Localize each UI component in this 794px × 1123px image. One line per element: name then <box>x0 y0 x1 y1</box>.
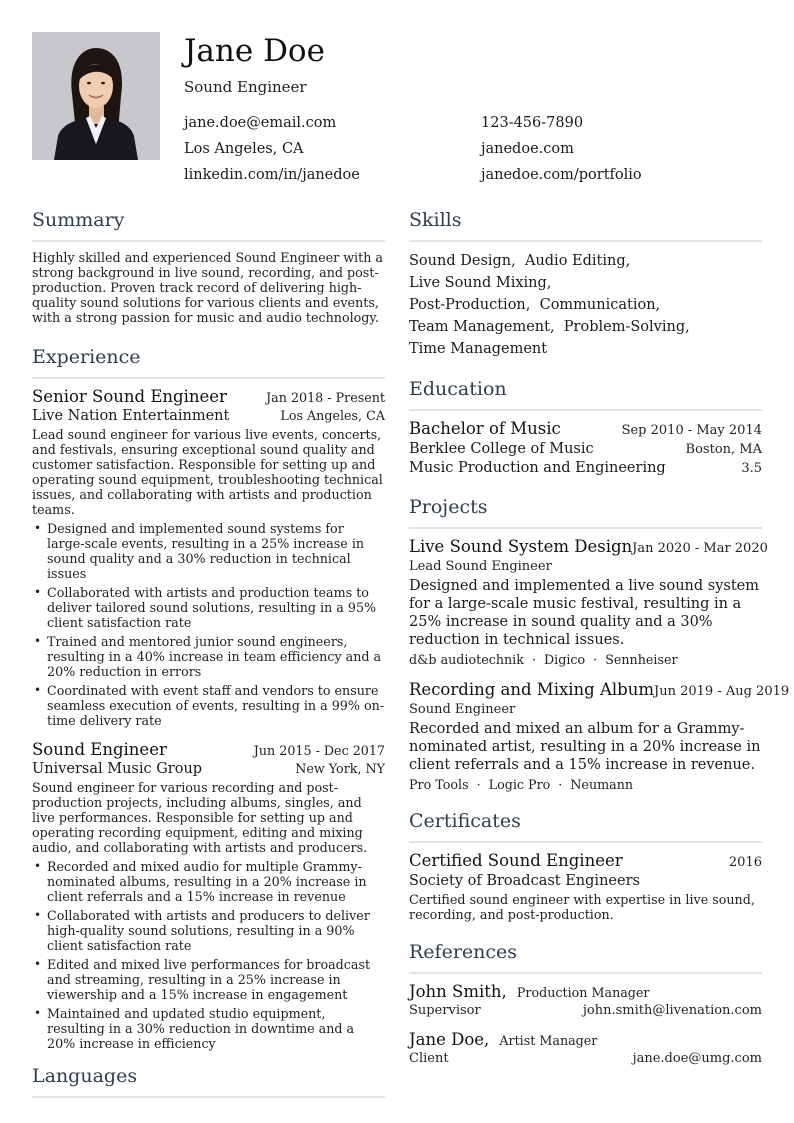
section-divider <box>409 972 762 974</box>
education-section <box>409 376 762 476</box>
reference-email[interactable]: john.smith@livenation.com <box>582 1003 762 1018</box>
job-entry <box>32 740 385 1051</box>
reference-relation: Supervisor <box>409 1003 481 1018</box>
project-description: Recorded and mixed an album for a Grammy-nominated artist, resulting in a 20% increase in client referrals and a 15% increase in revenue. <box>409 721 761 773</box>
reference-name: Jane Doe, <box>409 1030 490 1049</box>
projects-heading: Projects <box>409 496 488 518</box>
project-entry <box>409 537 768 667</box>
job-title: Senior Sound Engineer <box>32 387 227 406</box>
project-name: Live Sound System Design <box>409 537 633 556</box>
reference-position: Production Manager <box>516 985 650 1000</box>
certificate-year: 2016 <box>728 855 762 870</box>
job-dates: Jun 2015 - Dec 2017 <box>253 743 385 758</box>
certificates-heading: Certificates <box>409 810 521 832</box>
tool-tag: Neumann <box>570 777 634 792</box>
separator-dot: · <box>531 652 536 667</box>
achievement-item: • Designed and implemented sound systems for large-scale events, resulting in a 25% increase in sound quality and a 30% reduction in technical issues <box>32 521 385 581</box>
job-entry <box>32 387 385 728</box>
section-divider <box>32 377 385 379</box>
project-tools <box>409 652 762 667</box>
languages-heading: Languages <box>32 1065 138 1087</box>
contact-portfolio[interactable]: janedoe.com/portfolio <box>481 167 642 183</box>
tool-tag: Logic Pro <box>488 777 551 792</box>
achievement-item: • Edited and mixed live performances for broadcast and streaming, resulting in a 25% increase in viewership and a 15% increase in engagement <box>32 957 385 1002</box>
section-divider <box>409 527 762 529</box>
tool-tag: Pro Tools <box>409 777 469 792</box>
reference-name: John Smith, <box>409 982 507 1001</box>
degree-name: Bachelor of Music <box>409 419 561 438</box>
achievement-item: • Collaborated with artists and production teams to deliver tailored sound solutions, resulting in a 95% client satisfaction rate <box>32 585 385 630</box>
achievement-item: • Collaborated with artists and producers to deliver high-quality sound solutions, resulting in a 90% client satisfaction rate <box>32 908 385 953</box>
profile-photo-image <box>32 32 160 160</box>
section-divider <box>409 240 762 242</box>
job-company: Live Nation Entertainment <box>32 408 230 424</box>
section-divider <box>409 409 762 411</box>
skill-item: Communication, <box>539 297 661 313</box>
project-dates: Jan 2020 - Mar 2020 <box>632 541 768 556</box>
skills-section <box>409 207 762 360</box>
section-divider <box>32 240 385 242</box>
skills-list <box>409 250 762 360</box>
project-entry <box>409 680 790 792</box>
candidate-title: Sound Engineer <box>184 78 307 96</box>
job-location: Los Angeles, CA <box>280 408 385 423</box>
achievement-item: • Recorded and mixed audio for multiple Grammy-nominated albums, resulting in a 20% increase in client referrals and a 15% increase in revenue <box>32 859 385 904</box>
project-dates: Jun 2019 - Aug 2019 <box>654 684 790 699</box>
languages-section <box>32 1063 385 1098</box>
separator-dot: · <box>558 777 563 792</box>
contact-linkedin[interactable]: linkedin.com/in/janedoe <box>184 167 360 183</box>
skill-item: Live Sound Mixing, <box>409 275 552 291</box>
reference-email[interactable]: jane.doe@umg.com <box>632 1051 762 1066</box>
achievement-item: • Coordinated with event staff and vendors to ensure seamless execution of events, resulting in a 99% on-time delivery rate <box>32 683 385 728</box>
tool-tag: Sennheiser <box>605 652 678 667</box>
reference-position: Artist Manager <box>499 1033 598 1048</box>
contact-website[interactable]: janedoe.com <box>481 141 574 157</box>
references-heading: References <box>409 941 518 963</box>
references-section <box>409 939 762 1066</box>
skills-heading: Skills <box>409 209 462 231</box>
separator-dot: · <box>593 652 598 667</box>
job-title: Sound Engineer <box>32 740 167 759</box>
achievement-item: • Maintained and updated studio equipment, resulting in a 30% reduction in downtime and a 20% increase in efficiency <box>32 1006 385 1051</box>
job-location: New York, NY <box>295 761 385 776</box>
summary-heading: Summary <box>32 209 125 231</box>
separator-dot: · <box>476 777 481 792</box>
project-description: Designed and implemented a live sound system for a large-scale music festival, resulting in a 25% increase in sound quality and a 30% reduction in technical issues. <box>409 578 759 648</box>
project-name: Recording and Mixing Album <box>409 680 655 699</box>
education-dates: Sep 2010 - May 2014 <box>621 423 762 438</box>
left-column <box>32 207 385 1106</box>
contact-location: Los Angeles, CA <box>184 141 304 157</box>
gpa-value: 3.5 <box>741 461 762 476</box>
skill-item: Problem-Solving, <box>563 319 690 335</box>
school-location: Boston, MA <box>685 442 762 457</box>
skill-item: Sound Design, <box>409 253 516 269</box>
summary-text: Highly skilled and experienced Sound Engineer with a strong background in live sound, recording, and post-production. Proven track record of delivering high-quality sound solutions for various clients and events, with a strong passion for music and audio technology. <box>32 250 383 325</box>
certificate-name: Certified Sound Engineer <box>409 851 623 870</box>
section-divider <box>32 1096 385 1098</box>
projects-section <box>409 494 790 792</box>
experience-heading: Experience <box>32 346 141 368</box>
skill-item: Time Management <box>409 341 548 357</box>
skill-item: Post-Production, <box>409 297 531 313</box>
project-tools <box>409 777 762 792</box>
profile-photo <box>32 32 160 160</box>
certificate-issuer: Society of Broadcast Engineers <box>409 873 640 889</box>
project-role: Sound Engineer <box>409 702 516 717</box>
experience-section <box>32 344 385 1051</box>
candidate-name: Jane Doe <box>184 33 325 69</box>
job-dates: Jan 2018 - Present <box>266 390 385 405</box>
contact-email[interactable]: jane.doe@email.com <box>184 115 337 131</box>
skill-item: Team Management, <box>409 319 555 335</box>
job-description: Sound engineer for various recording and post-production projects, including albums, singles, and live performances. Responsible for setting up and operating recording equipment, editing and mixing audio, and collaborating with artists and producers. <box>32 780 368 855</box>
summary-section <box>32 207 385 325</box>
education-heading: Education <box>409 378 507 400</box>
job-company: Universal Music Group <box>32 761 203 777</box>
project-role: Lead Sound Engineer <box>409 559 552 574</box>
section-divider <box>409 841 762 843</box>
tool-tag: Digico <box>543 652 586 667</box>
certificate-description: Certified sound engineer with expertise in live sound, recording, and post-production. <box>409 892 755 922</box>
certificates-section <box>409 808 762 922</box>
field-of-study: Music Production and Engineering <box>409 460 666 476</box>
skill-item: Audio Editing, <box>524 253 631 269</box>
tool-tag: d&b audiotechnik <box>409 652 524 667</box>
school-name: Berklee College of Music <box>409 441 594 457</box>
contact-phone[interactable]: 123-456-7890 <box>481 115 584 131</box>
job-achievements <box>32 521 385 728</box>
reference-relation: Client <box>409 1051 449 1066</box>
job-achievements <box>32 859 385 1051</box>
reference-entry <box>409 982 762 1018</box>
reference-entry <box>409 1030 762 1066</box>
achievement-item: • Trained and mentored junior sound engineers, resulting in a 40% increase in team efficiency and a 20% reduction in errors <box>32 634 385 679</box>
right-column <box>409 207 790 1066</box>
job-description: Lead sound engineer for various live events, concerts, and festivals, ensuring exceptional sound quality and customer satisfaction. Responsible for setting up and operating sound equipment, troubleshooting technical issues, and collaborating with artists and production teams. <box>32 427 383 517</box>
